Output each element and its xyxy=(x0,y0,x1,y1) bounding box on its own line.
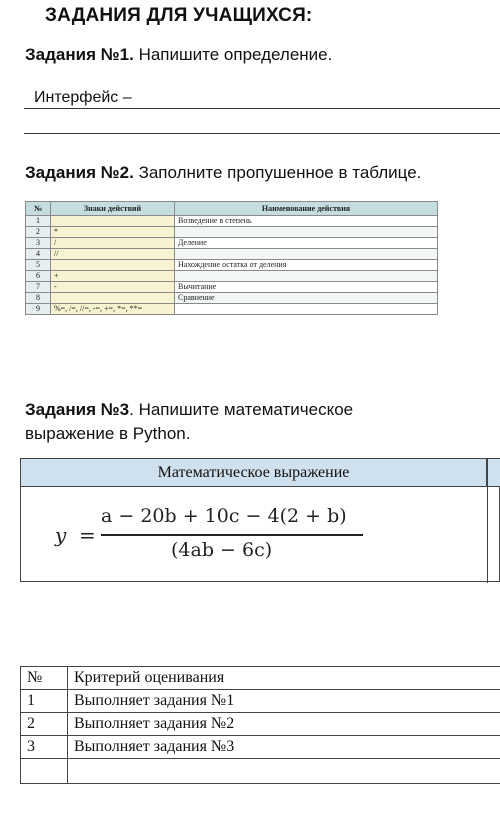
task3-text-line2: выражение в Python. xyxy=(25,424,191,443)
row-name[interactable] xyxy=(175,227,438,238)
table-row xyxy=(26,227,438,238)
table-row xyxy=(21,736,500,759)
criteria-number: 1 xyxy=(21,690,68,713)
answer-line-1[interactable] xyxy=(24,108,500,109)
math-formula xyxy=(21,489,487,581)
formula-lhs: y xyxy=(55,523,67,547)
criteria-text-empty[interactable] xyxy=(68,759,500,784)
table-row-empty xyxy=(21,759,500,784)
criteria-title-header: Критерий оценивания xyxy=(68,667,500,690)
row-number: 4 xyxy=(26,249,51,260)
task3-label: Задания №3 xyxy=(25,400,130,419)
criteria-number: 3 xyxy=(21,736,68,759)
operations-table-header xyxy=(26,202,438,216)
table-row xyxy=(26,271,438,282)
row-sign: * xyxy=(51,227,175,238)
fraction-bar xyxy=(101,534,363,536)
expression-table-header: Математическое выражение xyxy=(21,459,487,487)
row-name: Сравнение xyxy=(175,293,438,304)
table-row xyxy=(21,690,500,713)
table-row xyxy=(26,304,438,315)
row-name: Деление xyxy=(175,238,438,249)
task3-heading xyxy=(25,398,353,446)
table-row xyxy=(26,293,438,304)
row-sign[interactable] xyxy=(51,260,175,271)
row-number: 5 xyxy=(26,260,51,271)
row-sign: - xyxy=(51,282,175,293)
criteria-text: Выполняет задания №1 xyxy=(68,690,500,713)
row-sign: %=, /=, //=, -=, +=, *=, **= xyxy=(51,304,175,315)
task1-text: Напишите определение. xyxy=(133,45,333,64)
col-number-header: № xyxy=(26,202,51,216)
task1-term: Интерфейс – xyxy=(34,89,132,106)
task2-label: Задания №2. xyxy=(25,163,134,182)
criteria-number-empty[interactable] xyxy=(21,759,68,784)
page-title: ЗАДАНИЯ ДЛЯ УЧАЩИХСЯ: xyxy=(45,5,313,26)
row-name[interactable] xyxy=(175,271,438,282)
row-number: 9 xyxy=(26,304,51,315)
row-number: 6 xyxy=(26,271,51,282)
table-row xyxy=(26,249,438,260)
task1-label: Задания №1. xyxy=(25,45,134,64)
task1-heading xyxy=(25,45,332,65)
task2-heading xyxy=(25,163,421,183)
column-divider xyxy=(487,459,488,583)
row-sign: // xyxy=(51,249,175,260)
row-name[interactable] xyxy=(175,249,438,260)
row-name[interactable] xyxy=(175,304,438,315)
expression-table xyxy=(20,458,500,582)
criteria-header-row xyxy=(21,667,500,690)
table-row xyxy=(21,713,500,736)
row-number: 1 xyxy=(26,216,51,227)
answer-line-2[interactable] xyxy=(24,133,500,134)
task3-text-line1: . Напишите математическое xyxy=(129,400,354,419)
row-name: Возведение в степень xyxy=(175,216,438,227)
row-number: 2 xyxy=(26,227,51,238)
row-number: 8 xyxy=(26,293,51,304)
row-number: 3 xyxy=(26,238,51,249)
row-sign[interactable] xyxy=(51,293,175,304)
col-sign-header: Знаки действий xyxy=(51,202,175,216)
row-sign: / xyxy=(51,238,175,249)
criteria-table xyxy=(20,666,500,784)
row-number: 7 xyxy=(26,282,51,293)
row-name: Вычитание xyxy=(175,282,438,293)
col-name-header: Наименование действия xyxy=(175,202,438,216)
formula-equals: = xyxy=(79,523,96,547)
table-row xyxy=(26,260,438,271)
operations-table xyxy=(25,201,438,315)
expression-answer-header xyxy=(488,459,500,487)
row-sign[interactable] xyxy=(51,216,175,227)
criteria-text: Выполняет задания №3 xyxy=(68,736,500,759)
table-row xyxy=(26,238,438,249)
table-row xyxy=(26,282,438,293)
criteria-number-header: № xyxy=(21,667,68,690)
row-name: Нахождение остатка от деления xyxy=(175,260,438,271)
task2-text: Заполните пропушенное в таблице. xyxy=(133,163,422,182)
table-row xyxy=(26,216,438,227)
formula-denominator: (4ab − 6c) xyxy=(171,539,273,561)
formula-numerator: a − 20b + 10c − 4(2 + b) xyxy=(101,505,347,527)
row-sign: + xyxy=(51,271,175,282)
criteria-number: 2 xyxy=(21,713,68,736)
criteria-text: Выполняет задания №2 xyxy=(68,713,500,736)
